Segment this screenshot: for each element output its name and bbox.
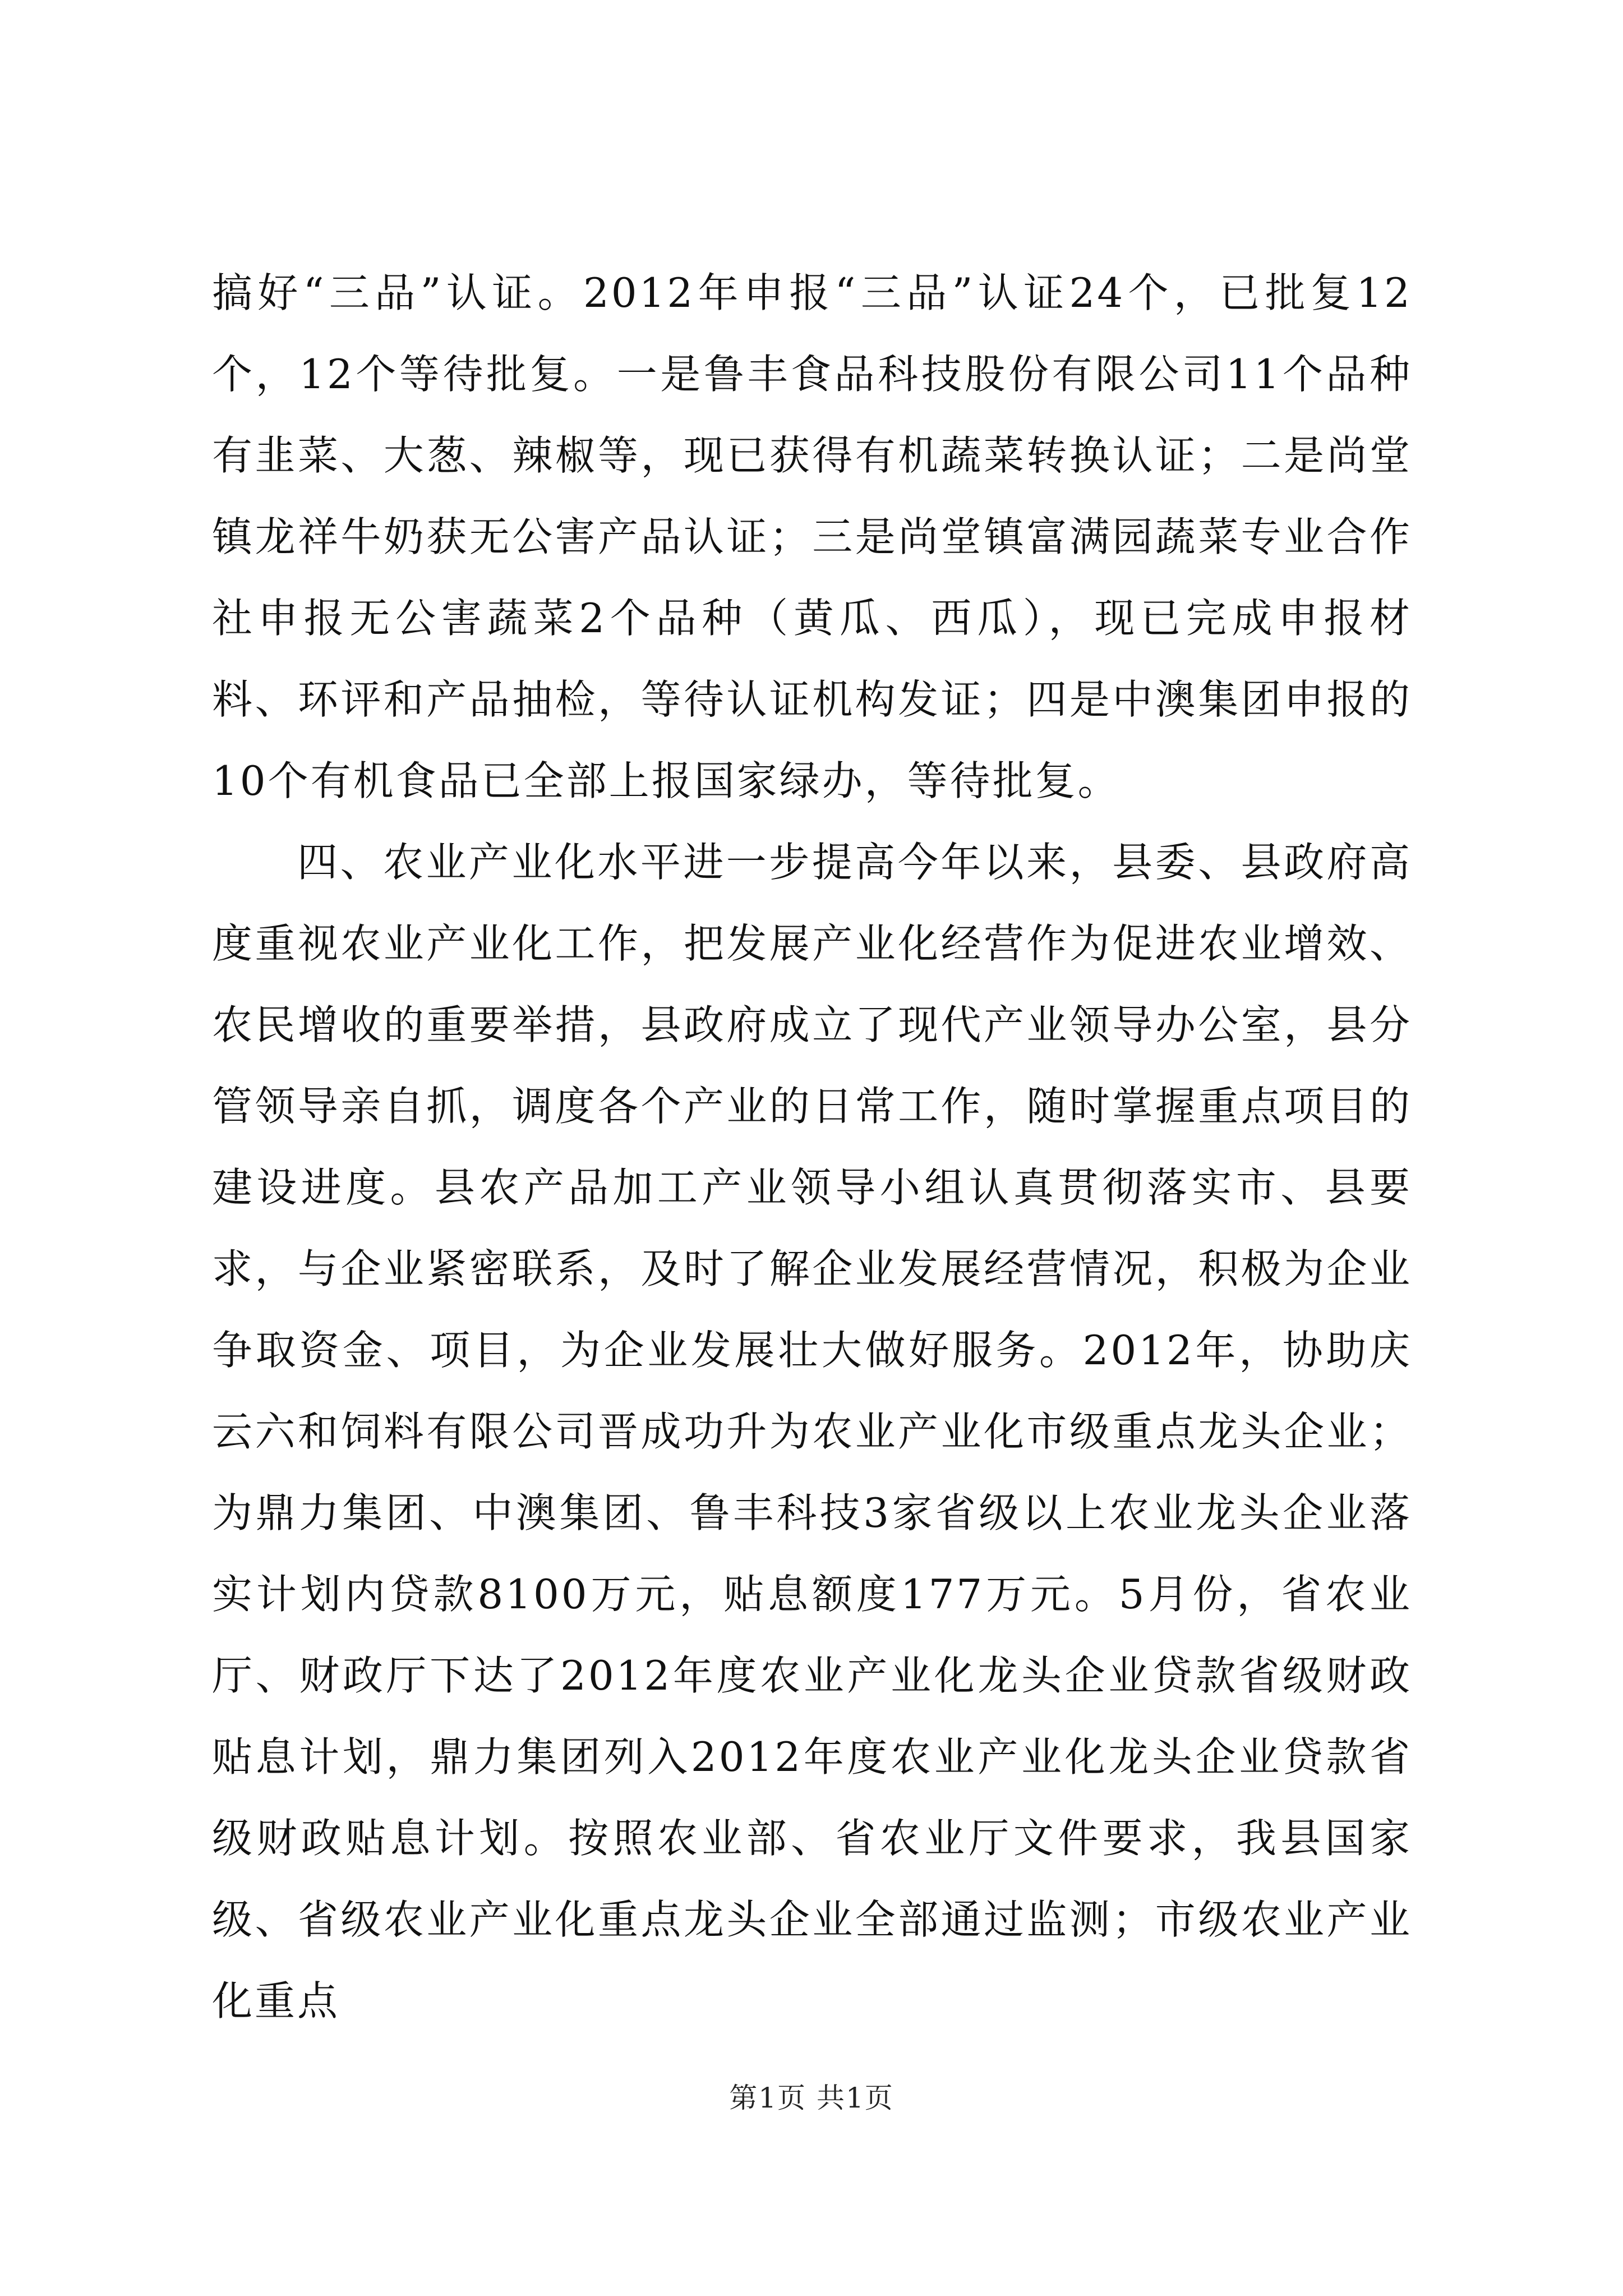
document-body bbox=[212, 252, 1412, 2042]
page-number-footer: 第1页 共1页 bbox=[729, 2082, 894, 2114]
paragraph-industrialization: 四、农业产业化水平进一步提高今年以来，县委、县政府高度重视农业产业化工作，把发展产业化经营作为促进农业增效、农民增收的重要举措，县政府成立了现代产业领导办公室，县分管领导亲自抓，调度各个产业的日常工作，随时掌握重点项目的建设进度。县农产品加工产业领导小组认真贯彻落实市、县要求，与企业紧密联系，及时了解企业发展经营情况，积极为企业争取资金、项目，为企业发展壮大做好服务。2012年，协助庆云六和饲料有限公司晋成功升为农业产业化市级重点龙头企业；为鼎力集团、中澳集团、鲁丰科技3家省级以上农业龙头企业落实计划内贷款8100万元，贴息额度177万元。5月份，省农业厅、财政厅下达了2012年度农业产业化龙头企业贷款省级财政贴息计划，鼎力集团列入2012年度农业产业化龙头企业贷款省级财政贴息计划。按照农业部、省农业厅文件要求，我县国家级、省级农业产业化重点龙头企业全部通过监测；市级农业产业化重点 bbox=[212, 839, 1412, 2024]
paragraph-certification: 搞好“三品”认证。2012年申报“三品”认证24个，已批复12个，12个等待批复。一是鲁丰食品科技股份有限公司11个品种有韭菜、大葱、辣椒等，现已获得有机蔬菜转换认证；二是尚堂镇龙祥牛奶获无公害产品认证；三是尚堂镇富满园蔬菜专业合作社申报无公害蔬菜2个品种（黄瓜、西瓜），现已完成申报材料、环评和产品抽检，等待认证机构发证；四是中澳集团申报的10个有机食品已全部上报国家绿办，等待批复。 bbox=[212, 269, 1412, 804]
